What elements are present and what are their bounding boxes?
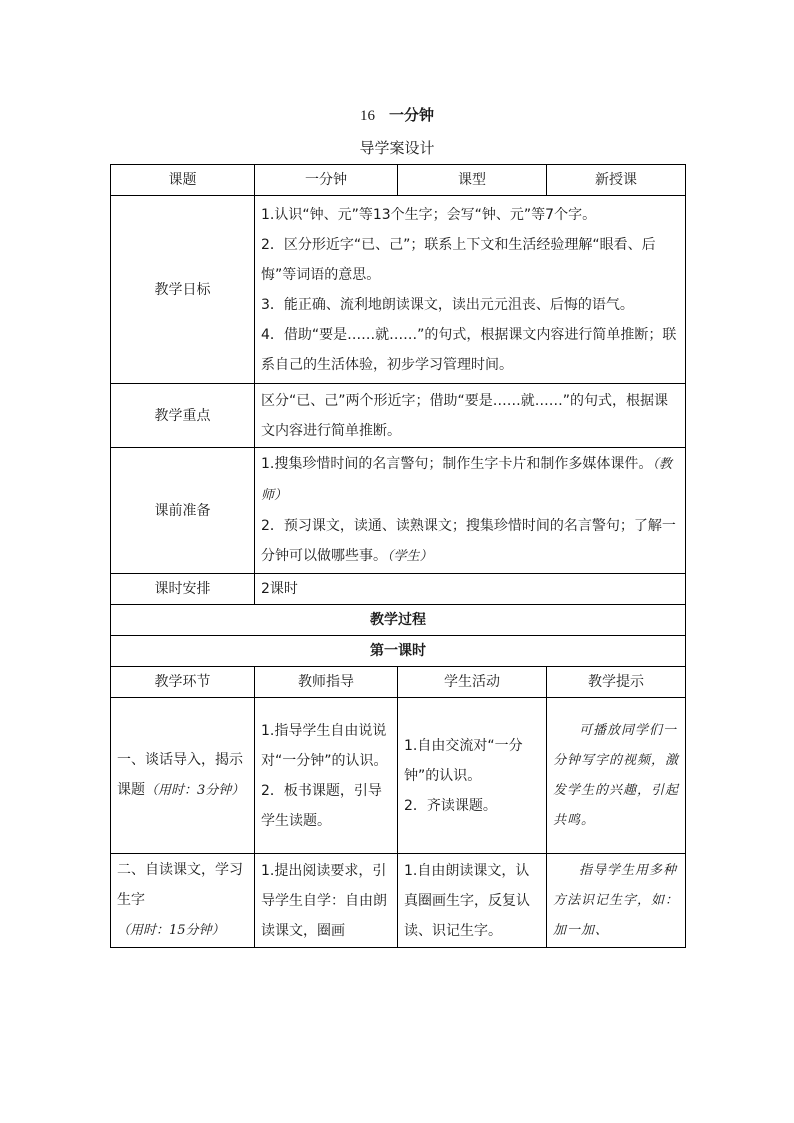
student-step: 1.自由朗读课文，认真圈画生字，反复认读、识记生字。: [404, 862, 530, 939]
prep-teacher-text: 1.搜集珍惜时间的名言警句；制作生字卡片和制作多媒体课件。: [261, 456, 653, 472]
prep-cell: [255, 448, 686, 574]
hint-cell-content: 指导学生用多种方法识记生字，如：加一加、: [553, 862, 679, 938]
focus-label: 教学重点: [111, 384, 255, 448]
focus-row: [111, 384, 686, 448]
student-cell-content: [404, 856, 540, 946]
session-heading-row: [111, 636, 686, 667]
prep-label: 课前准备: [111, 448, 255, 574]
session-heading: 第一课时: [111, 636, 686, 667]
student-step: 2．齐读课题。: [404, 797, 497, 814]
goals-cell: [255, 196, 686, 384]
prep-student-note: （学生）: [387, 549, 433, 564]
student-cell: [398, 698, 547, 854]
prep-student: [261, 511, 679, 572]
student-step: 1.自由交流对“一分钟”的认识。: [404, 737, 523, 784]
type-value: 新授课: [547, 165, 686, 196]
student-cell: [398, 854, 547, 948]
process-heading: 教学过程: [111, 605, 686, 636]
process-heading-row: [111, 605, 686, 636]
hint-cell: [547, 854, 686, 948]
teacher-step: 1.指导学生自由说说对“一分钟”的认识。: [261, 722, 388, 769]
document-subtitle: 导学案设计: [359, 139, 435, 157]
prep-row: [111, 448, 686, 574]
lesson-number: 16: [359, 108, 375, 124]
schedule-row: [111, 574, 686, 605]
lesson-title-text: 一分钟: [388, 106, 434, 124]
column-header: 教学提示: [547, 667, 686, 698]
lesson-plan-table: [110, 164, 686, 948]
type-label: 课型: [398, 165, 547, 196]
goals-row: [111, 196, 686, 384]
goals-label: 教学日标: [111, 196, 255, 384]
teacher-step: 1.提出阅读要求，引导学生自学：自由朗读课文，圈画: [261, 862, 387, 939]
stage-note: （用时：3分钟）: [145, 783, 245, 798]
prep-student-text: 2．预习课文，读通、读熟课文；搜集珍惜时间的名言警句；了解一分钟可以做哪些事。: [261, 518, 676, 564]
process-header-row: [111, 667, 686, 698]
goal-item: 3．能正确、流利地朗读课文，读出元元沮丧、后悔的语气。: [261, 296, 634, 313]
prep-teacher: [261, 449, 679, 511]
stage-cell: [111, 854, 255, 948]
process-row: [111, 854, 686, 948]
stage-text: 二、自读课文，学习生字: [117, 862, 243, 908]
stage-cell: [111, 698, 255, 854]
topic-value: 一分钟: [255, 165, 398, 196]
teacher-cell: [255, 698, 398, 854]
process-row: [111, 698, 686, 854]
focus-text: 区分“已、己”两个形近字；借助“要是……就……”的句式，根据课文内容进行简单推断。: [255, 384, 686, 448]
schedule-value: 2课时: [255, 574, 686, 605]
hint-cell: 可播放同学们一分钟写字的视频，激发学生的兴趣，引起共鸣。: [547, 698, 686, 854]
goal-item: 4．借助“要是……就……”的句式，根据课文内容进行简单推断；联系自己的生活体验，初步学习管理时间。: [261, 326, 677, 373]
column-header: 学生活动: [398, 667, 547, 698]
topic-row: [111, 165, 686, 196]
column-header: 教学环节: [111, 667, 255, 698]
teacher-cell: [255, 854, 398, 948]
schedule-label: 课时安排: [111, 574, 255, 605]
goal-item: 1.认识“钟、元”等13个生字；会写“钟、元”等7个字。: [261, 206, 597, 223]
lesson-title: [0, 104, 794, 127]
column-header: 教师指导: [255, 667, 398, 698]
stage-note: （用时：15分钟）: [117, 923, 225, 938]
topic-label: 课题: [111, 165, 255, 196]
teacher-cell-content: [261, 856, 391, 946]
teacher-step: 2．板书课题，引导学生读题。: [261, 782, 382, 829]
prep-teacher-note: （教师）: [261, 457, 672, 503]
stage-text: 一、谈话导入，揭示课题: [117, 752, 243, 798]
goal-item: 2．区分形近字“已、己”；联系上下文和生活经验理解“眼看、后悔”等词语的意思。: [261, 236, 656, 283]
